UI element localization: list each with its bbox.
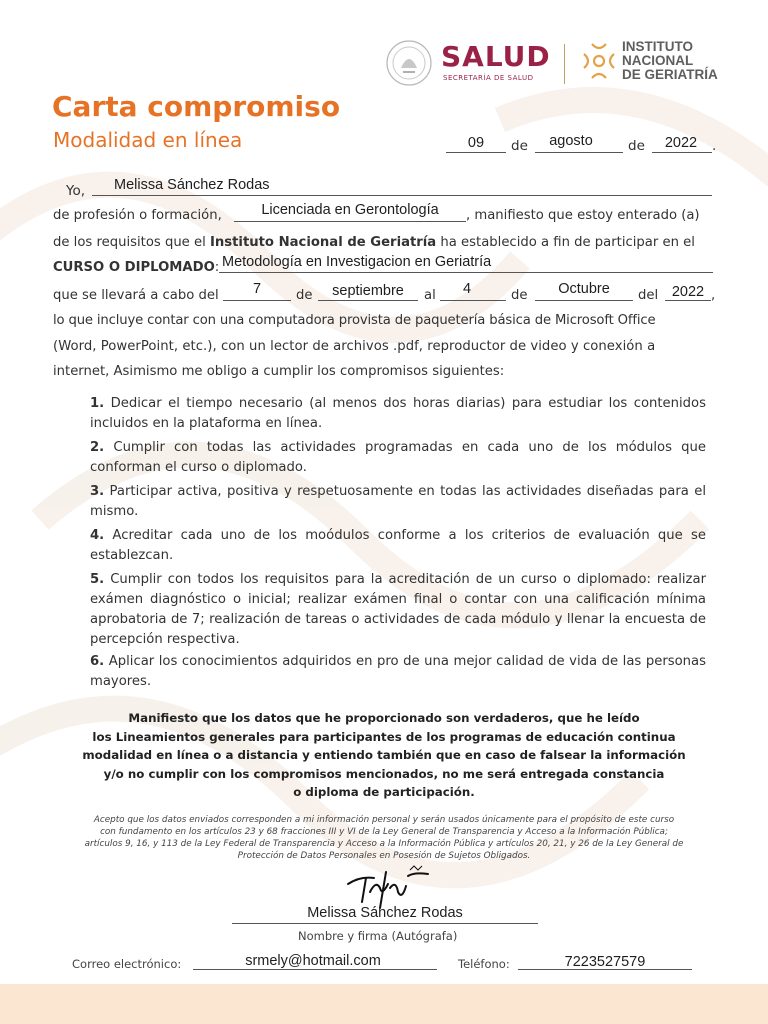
name-line <box>92 195 712 196</box>
schedule-label: que se llevará a cabo del <box>53 288 219 303</box>
institute-name: Instituto Nacional de Geriatría <box>209 235 437 250</box>
requirements-suffix: ha establecido a fin de participar en el <box>440 235 695 250</box>
commitment-number: 2. <box>90 440 105 455</box>
inger-line-2: NACIONAL <box>622 53 694 68</box>
inger-line-3: DE GERIATRÍA <box>622 67 718 82</box>
commitment-6 <box>90 652 706 692</box>
privacy-line: Protección de Datos Personales en Posesión de Sujetos Obligados. <box>237 851 531 861</box>
commitments-intro: internet, Asimismo me obligo a cumplir los compromisos siguientes: <box>53 364 505 379</box>
commitment-number: 3. <box>90 484 105 499</box>
profession-value: Licenciada en Gerontología <box>261 202 439 218</box>
commitment-5 <box>90 570 706 650</box>
start-month-line <box>318 300 418 301</box>
date-month-line <box>535 152 623 153</box>
course-value: Metodología en Investigacion en Geriatría <box>222 254 492 270</box>
profession-label: de profesión o formación, <box>53 208 222 223</box>
declaration-line: Manifiesto que los datos que he proporcionado son verdaderos, que he leído <box>128 711 640 725</box>
commitment-text: Cumplir con todas las actividades programadas en cada uno de los módulos que conforman el curso o diplomado. <box>90 440 706 475</box>
course-line <box>219 272 713 273</box>
privacy-notice <box>50 814 718 862</box>
footer-band <box>0 984 768 1024</box>
schedule-comma: , <box>711 288 716 303</box>
course-label: CURSO O DIPLOMADO <box>53 260 215 275</box>
date-month-value: agosto <box>549 133 593 149</box>
date-year-value: 2022 <box>664 135 698 151</box>
yo-label: Yo, <box>66 183 86 199</box>
commitment-3 <box>90 482 706 522</box>
privacy-line: con fundamento en los artículos 23 y 68 fracciones III y VI de la Ley General de Transparencia y Acceso a la Información Pública; <box>100 827 668 837</box>
profession-suffix: , manifiesto que estoy enterado (a) <box>466 208 700 223</box>
commitment-text: Dedicar el tiempo necesario (al menos dos horas diarias) para estudiar los contenidos incluidos en la plataforma en línea. <box>90 396 706 431</box>
commitment-text: Acreditar cada uno de los moódulos conforme a los criterios de evaluación que se establezcan. <box>90 528 706 563</box>
start-day-line <box>223 300 291 301</box>
email-label: Correo electrónico: <box>72 957 182 971</box>
requirements-prefix: de los requisitos que el <box>53 235 206 250</box>
software-line-1: lo que incluye contar con una computadora provista de paquetería básica de Microsoft Office <box>53 313 656 328</box>
end-month-line <box>535 300 633 301</box>
logo-divider <box>564 44 565 84</box>
page-title: Carta compromiso <box>52 90 341 123</box>
inger-line-1: INSTITUTO <box>622 39 694 54</box>
commitment-text: Cumplir con todos los requisitos para la acreditación de un curso o diplomado: realizar exámen diagnóstico o inicial; realizar exámen final o contar con una calificación mínima aprobatoria de 7; realización de tareas o actividades de cada módulo y llenar la encuesta de percepción respectiva. <box>90 572 706 647</box>
end-year-line <box>665 300 711 301</box>
coat-of-arms-icon <box>383 38 435 88</box>
inger-flower-icon <box>580 40 618 82</box>
course-label-line <box>53 260 219 275</box>
commitment-1 <box>90 394 706 434</box>
end-day-line <box>440 300 506 301</box>
start-day-value: 7 <box>252 281 262 297</box>
schedule-al: al <box>424 288 436 303</box>
phone-label: Teléfono: <box>458 957 510 971</box>
course-colon: : <box>214 260 220 275</box>
email-value: srmely@hotmail.com <box>245 953 381 969</box>
commitment-2 <box>90 438 706 478</box>
privacy-line: Acepto que los datos enviados corresponden a mi información personal y serán usados únicamente para el propósito de este curso <box>93 815 675 825</box>
declaration-line: y/o no cumplir con los compromisos mencionados, no me será entregada constancia <box>103 766 665 781</box>
phone-value: 7223527579 <box>564 954 646 970</box>
start-month-value: septiembre <box>332 283 404 299</box>
end-year-value: 2022 <box>671 284 705 300</box>
end-day-value: 4 <box>462 281 472 297</box>
profession-line <box>234 221 466 222</box>
email-line <box>193 969 437 970</box>
declaration-block <box>70 709 698 802</box>
date-de-2: de <box>628 138 645 154</box>
salud-logo <box>383 38 553 88</box>
date-day-value: 09 <box>467 135 485 151</box>
commitment-number: 4. <box>90 528 105 543</box>
date-day-line <box>446 152 506 153</box>
commitment-text: Participar activa, positiva y respetuosamente en todas las actividades diseñadas para el mismo. <box>90 484 706 519</box>
schedule-de-2: de <box>511 288 528 303</box>
schedule-de-1: de <box>296 288 313 303</box>
signature-line <box>232 923 538 924</box>
commitment-4 <box>90 526 706 566</box>
requirements-line <box>53 235 695 250</box>
date-de-1: de <box>511 138 528 154</box>
date-period: . <box>712 138 717 154</box>
name-value: Melissa Sánchez Rodas <box>114 177 270 193</box>
privacy-line: artículos 9, 16, y 113 de la Ley Federal de Transparencia y Acceso a la Información Pública y artículos 20, 21, y 26 de la Ley General de <box>84 839 684 849</box>
declaration-line: modalidad en línea o a distancia y entiendo también que en caso de falsear la información <box>82 748 686 762</box>
software-line-2: (Word, PowerPoint, etc.), con un lector de archivos .pdf, reproductor de video y conexión a <box>53 339 656 354</box>
signature-label: Nombre y firma (Autógrafa) <box>298 929 458 943</box>
declaration-line: o diploma de participación. <box>293 785 475 799</box>
page-subtitle: Modalidad en línea <box>53 128 243 152</box>
date-year-line <box>652 152 712 153</box>
commitment-number: 5. <box>90 572 105 587</box>
commitment-number: 1. <box>90 396 105 411</box>
end-month-value: Octubre <box>558 281 610 297</box>
schedule-del: del <box>638 288 659 303</box>
commitment-number: 6. <box>90 654 105 669</box>
commitment-text: Aplicar los conocimientos adquiridos en pro de una mejor calidad de vida de las personas mayores. <box>90 654 706 689</box>
declaration-line: los Lineamientos generales para participantes de los programas de educación continua <box>92 729 676 744</box>
salud-subtitle: SECRETARÍA DE SALUD <box>443 74 534 82</box>
salud-wordmark: SALUD <box>441 40 551 73</box>
inger-name <box>622 40 718 82</box>
signature-name-value: Melissa Sánchez Rodas <box>307 905 463 921</box>
